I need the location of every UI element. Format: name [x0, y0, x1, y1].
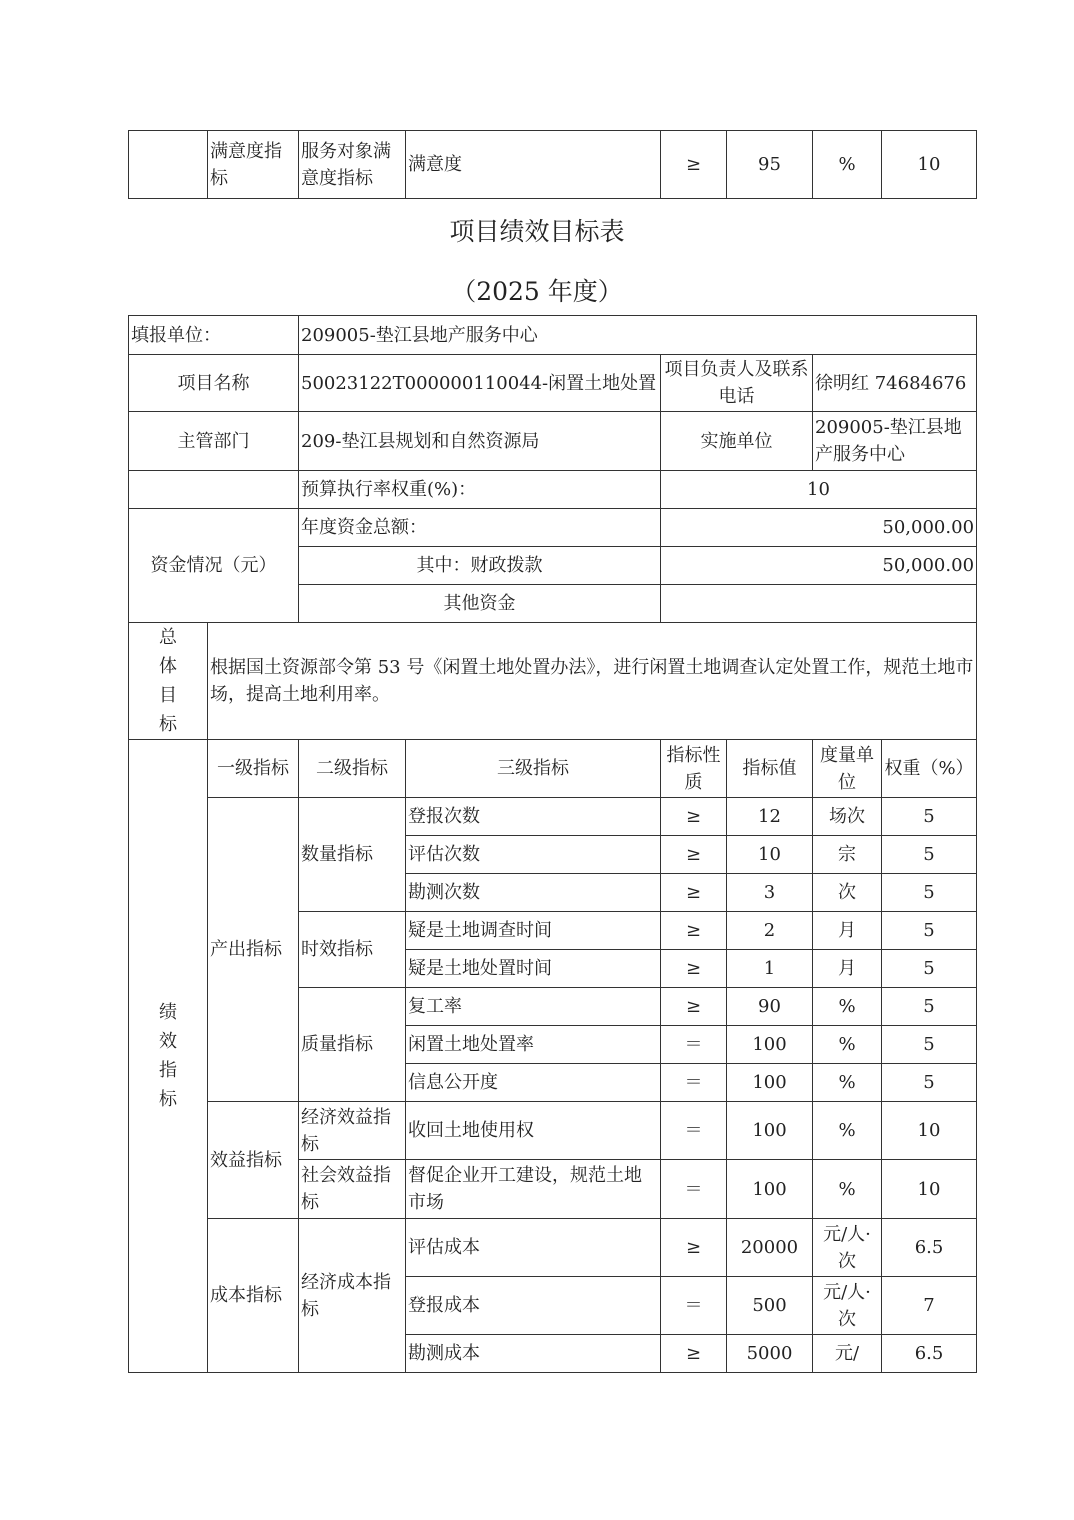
dept-label: 主管部门 — [129, 412, 299, 471]
indicator-weight: 5 — [882, 912, 977, 950]
indicator-nature: ≥ — [661, 798, 727, 836]
indicator-value: 1 — [727, 950, 813, 988]
header-level3: 三级指标 — [406, 740, 661, 798]
indicator-value: 5000 — [727, 1335, 813, 1373]
fund-total-label: 年度资金总额： — [299, 509, 661, 547]
table-row — [129, 1219, 977, 1277]
table-row — [129, 355, 977, 412]
leader-label: 项目负责人及联系电话 — [661, 355, 813, 412]
indicator-weight: 5 — [882, 988, 977, 1026]
fund-fiscal-label: 其中：财政拨款 — [299, 547, 661, 585]
level2-economic: 经济效益指标 — [299, 1102, 406, 1160]
indicator-weight: 7 — [882, 1277, 977, 1335]
indicator-unit: 宗 — [813, 836, 882, 874]
indicator-name: 复工率 — [406, 988, 661, 1026]
indicator-weight: 5 — [882, 950, 977, 988]
fill-unit-label: 填报单位： — [129, 316, 299, 355]
fund-total-value: 50,000.00 — [661, 509, 977, 547]
indicator-nature: ≥ — [661, 874, 727, 912]
indicator-value: 2 — [727, 912, 813, 950]
previous-table-tail — [128, 130, 977, 199]
indicator-value: 3 — [727, 874, 813, 912]
indicator-unit: 次 — [813, 874, 882, 912]
indicator-name: 评估次数 — [406, 836, 661, 874]
fill-unit-value: 209005-垫江县地产服务中心 — [299, 316, 977, 355]
indicator-value: 12 — [727, 798, 813, 836]
page-title: 项目绩效目标表 — [449, 217, 625, 246]
indicator-nature: ≥ — [661, 912, 727, 950]
indicator-unit: % — [813, 988, 882, 1026]
indicator-value: 100 — [727, 1102, 813, 1160]
indicator-nature: ＝ — [661, 1277, 727, 1335]
indicator-weight: 5 — [882, 836, 977, 874]
page-subtitle: （2025 年度） — [451, 277, 623, 306]
level2-cell: 服务对象满意度指标 — [299, 131, 406, 199]
indicator-weight: 5 — [882, 798, 977, 836]
indicator-unit: 月 — [813, 950, 882, 988]
level1-cost: 成本指标 — [208, 1219, 299, 1373]
header-nature: 指标性质 — [661, 740, 727, 798]
indicator-unit: 场次 — [813, 798, 882, 836]
indicator-unit: % — [813, 1026, 882, 1064]
table-row — [129, 316, 977, 355]
empty-cell — [129, 471, 299, 509]
table-row — [129, 412, 977, 471]
goal-label-text: 总体目标 — [159, 627, 177, 735]
dept-value: 209-垫江县规划和自然资源局 — [299, 412, 661, 471]
performance-target-table — [128, 315, 977, 1373]
level2-econ-cost: 经济成本指标 — [299, 1219, 406, 1373]
indicator-name: 督促企业开工建设，规范土地市场 — [406, 1160, 661, 1219]
leader-value: 徐明红 74684676 — [813, 355, 977, 412]
indicator-value: 100 — [727, 1064, 813, 1102]
table-row — [129, 509, 977, 547]
table-row — [129, 740, 977, 798]
goal-label — [129, 623, 208, 740]
indicator-value: 100 — [727, 1160, 813, 1219]
fund-fiscal-value: 50,000.00 — [661, 547, 977, 585]
fund-label: 资金情况（元） — [129, 509, 299, 623]
indicator-name: 疑是土地调查时间 — [406, 912, 661, 950]
impl-label: 实施单位 — [661, 412, 813, 471]
indicator-nature: ≥ — [661, 836, 727, 874]
indicator-name: 闲置土地处置率 — [406, 1026, 661, 1064]
indicator-unit: % — [813, 1064, 882, 1102]
indicator-weight: 10 — [882, 1160, 977, 1219]
indicator-value: 20000 — [727, 1219, 813, 1277]
level3-cell: 满意度 — [406, 131, 661, 199]
indicator-weight: 5 — [882, 1026, 977, 1064]
indicator-unit: % — [813, 1102, 882, 1160]
nature-cell: ≥ — [661, 131, 727, 199]
indicator-weight: 10 — [882, 1102, 977, 1160]
indicator-nature: ≥ — [661, 988, 727, 1026]
indicator-nature: ＝ — [661, 1064, 727, 1102]
indicator-value: 100 — [727, 1026, 813, 1064]
level1-benefit: 效益指标 — [208, 1102, 299, 1219]
indicators-section-text: 绩效指标 — [159, 1002, 177, 1110]
header-weight: 权重（%） — [882, 740, 977, 798]
unit-cell: % — [813, 131, 882, 199]
project-name-label: 项目名称 — [129, 355, 299, 412]
project-name-value: 50023122T000000110044-闲置土地处置 — [299, 355, 661, 412]
indicator-nature: ＝ — [661, 1026, 727, 1064]
empty-cell — [129, 131, 208, 199]
value-cell: 95 — [727, 131, 813, 199]
indicator-weight: 6.5 — [882, 1219, 977, 1277]
indicator-unit: % — [813, 1160, 882, 1219]
indicator-value: 500 — [727, 1277, 813, 1335]
indicator-unit: 月 — [813, 912, 882, 950]
level2-time: 时效指标 — [299, 912, 406, 988]
table-row — [129, 131, 977, 199]
level2-quality: 质量指标 — [299, 988, 406, 1102]
indicator-nature: ≥ — [661, 1335, 727, 1373]
header-unit: 度量单位 — [813, 740, 882, 798]
budget-weight-value: 10 — [661, 471, 977, 509]
indicators-section-label — [129, 740, 208, 1373]
header-level2: 二级指标 — [299, 740, 406, 798]
table-row — [129, 471, 977, 509]
indicator-value: 10 — [727, 836, 813, 874]
goal-text: 根据国土资源部令第 53 号《闲置土地处置办法》，进行闲置土地调查认定处置工作，规范土地市场，提高土地利用率。 — [208, 623, 977, 740]
indicator-nature: ≥ — [661, 1219, 727, 1277]
indicator-value: 90 — [727, 988, 813, 1026]
level2-quantity: 数量指标 — [299, 798, 406, 912]
indicator-unit: 元/ — [813, 1335, 882, 1373]
indicator-weight: 5 — [882, 1064, 977, 1102]
indicator-nature: ＝ — [661, 1160, 727, 1219]
fund-other-value — [661, 585, 977, 623]
indicator-weight: 5 — [882, 874, 977, 912]
indicator-name: 收回土地使用权 — [406, 1102, 661, 1160]
indicator-name: 勘测成本 — [406, 1335, 661, 1373]
header-level1: 一级指标 — [208, 740, 299, 798]
table-row — [129, 623, 977, 740]
level1-cell: 满意度指标 — [208, 131, 299, 199]
indicator-name: 信息公开度 — [406, 1064, 661, 1102]
budget-weight-label: 预算执行率权重(%)： — [299, 471, 661, 509]
fund-other-label: 其他资金 — [299, 585, 661, 623]
indicator-name: 评估成本 — [406, 1219, 661, 1277]
indicator-name: 登报次数 — [406, 798, 661, 836]
level1-output: 产出指标 — [208, 798, 299, 1102]
indicator-nature: ＝ — [661, 1102, 727, 1160]
indicator-unit: 元/人·次 — [813, 1219, 882, 1277]
level2-social: 社会效益指标 — [299, 1160, 406, 1219]
table-row — [129, 798, 977, 836]
indicator-weight: 6.5 — [882, 1335, 977, 1373]
indicator-nature: ≥ — [661, 950, 727, 988]
weight-cell: 10 — [882, 131, 977, 199]
indicator-name: 登报成本 — [406, 1277, 661, 1335]
impl-value: 209005-垫江县地产服务中心 — [813, 412, 977, 471]
indicator-unit: 元/人·次 — [813, 1277, 882, 1335]
indicator-name: 疑是土地处置时间 — [406, 950, 661, 988]
table-row — [129, 1102, 977, 1160]
header-value: 指标值 — [727, 740, 813, 798]
indicator-name: 勘测次数 — [406, 874, 661, 912]
